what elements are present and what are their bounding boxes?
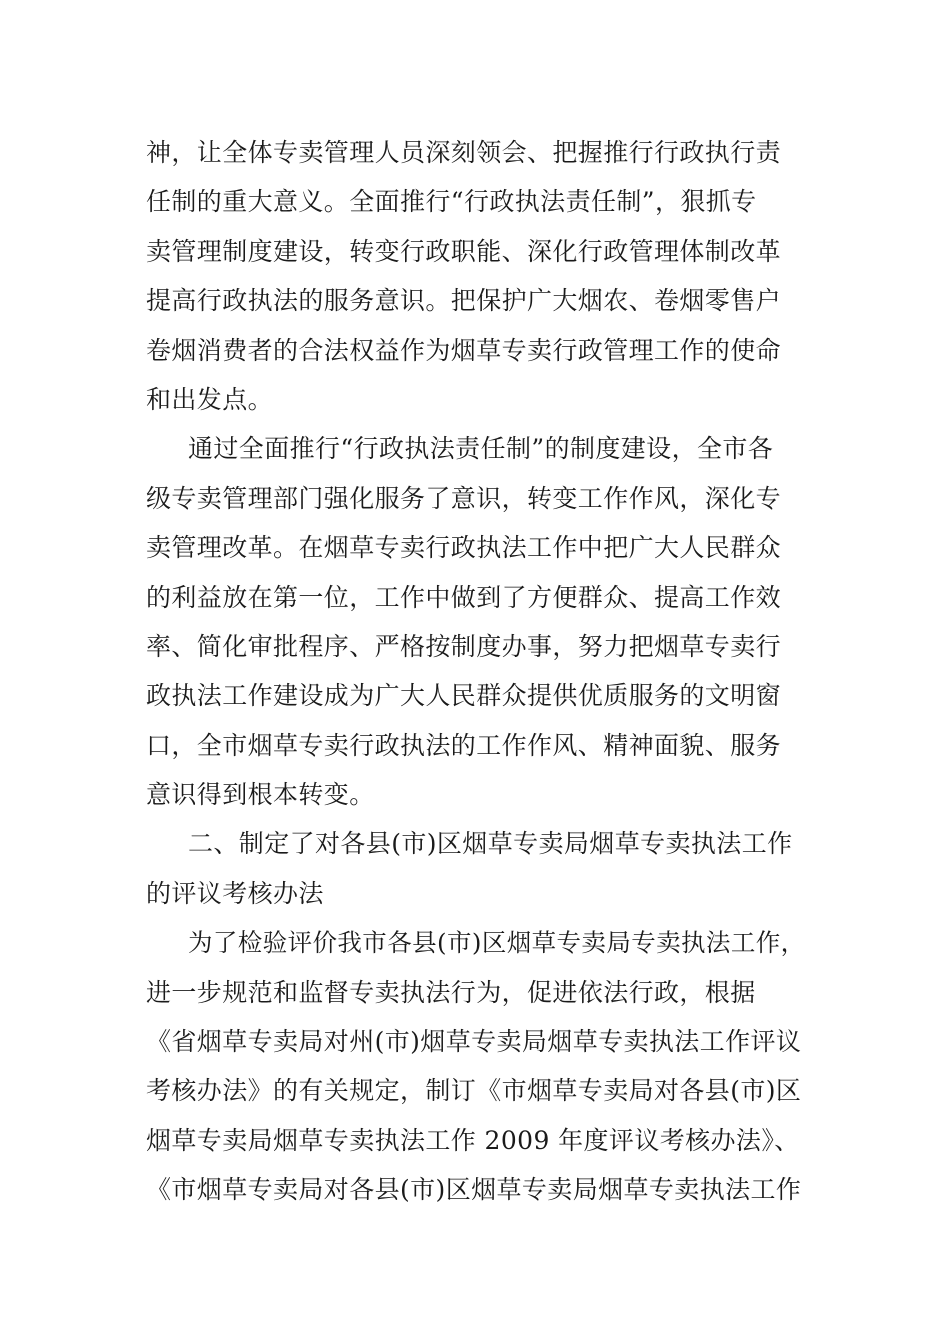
text-line: 口，全市烟草专卖行政执法的工作作风、精神面貌、服务 (146, 730, 782, 760)
text-line: 烟草专卖局烟草专卖执法工作 2009 年度评议考核办法》、 (146, 1125, 800, 1155)
text-line: 考核办法》的有关规定，制订《市烟草专卖局对各县(市)区 (146, 1076, 802, 1106)
text-line: 二、制定了对各县(市)区烟草专卖局烟草专卖执法工作 (188, 829, 793, 859)
text-line: 和出发点。 (146, 384, 274, 414)
text-line: 卖管理制度建设，转变行政职能、深化行政管理体制改革 (146, 236, 782, 266)
text-line: 为了检验评价我市各县(市)区烟草专卖局专卖执法工作， (188, 928, 806, 958)
text-line: 神，让全体专卖管理人员深刻领会、把握推行行政执行责 (146, 138, 782, 167)
text-line: 卖管理改革。在烟草专卖行政执法工作中把广大人民群众 (146, 533, 782, 563)
text-line: 政执法工作建设成为广大人民群众提供优质服务的文明窗 (146, 681, 782, 711)
text-line: 通过全面推行“行政执法责任制”的制度建设，全市各 (188, 434, 774, 464)
text-line: 的评议考核办法 (146, 878, 324, 908)
text-line: 卷烟消费者的合法权益作为烟草专卖行政管理工作的使命 (146, 335, 782, 365)
text-line: 意识得到根本转变。 (146, 780, 375, 810)
text-line: 的利益放在第一位，工作中做到了方便群众、提高工作效 (146, 582, 782, 612)
text-line: 进一步规范和监督专卖执法行为，促进依法行政，根据 (146, 977, 756, 1007)
text-line: 《市烟草专卖局对各县(市)区烟草专卖局烟草专卖执法工作 (146, 1175, 802, 1205)
text-line: 任制的重大意义。全面推行“行政执法责任制”，狠抓专 (146, 187, 757, 217)
text-line: 提高行政执法的服务意识。把保护广大烟农、卷烟零售户 (146, 286, 782, 316)
text-line: 率、简化审批程序、严格按制度办事，努力把烟草专卖行 (146, 631, 782, 661)
text-line: 级专卖管理部门强化服务了意识，转变工作作风，深化专 (146, 483, 782, 513)
text-line: 《省烟草专卖局对州(市)烟草专卖局烟草专卖执法工作评议 (146, 1027, 802, 1057)
body-text (146, 128, 812, 1215)
